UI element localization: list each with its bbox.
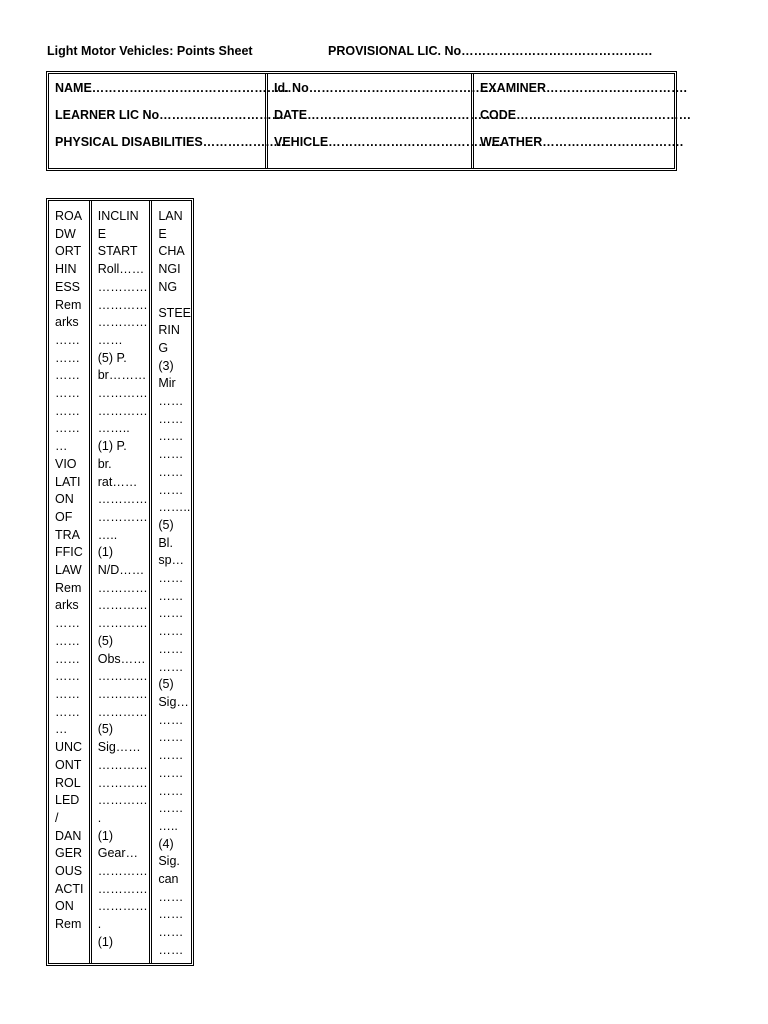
points-line: ………… [97, 669, 148, 684]
points-line: Obs…… [97, 651, 146, 666]
points-line: E [158, 226, 167, 241]
points-line: GER [55, 846, 83, 861]
points-line: …… [55, 368, 80, 383]
points-line: HIN [55, 262, 77, 277]
points-line: ACTI [55, 881, 84, 896]
points-line: …… [158, 394, 184, 409]
points-line: arks [55, 315, 79, 330]
points-line: …… [158, 447, 184, 462]
points-line: Rem [55, 297, 82, 312]
points-line: INCLIN [97, 209, 139, 223]
points-line: …… [158, 588, 184, 603]
points-line: ….. [158, 818, 178, 833]
points-column-incline-start [89, 201, 150, 963]
points-line: ESS [55, 279, 81, 294]
points-line: …… [55, 421, 80, 436]
points-line: NG [158, 279, 178, 294]
info-column-3 [471, 74, 691, 168]
steering-block [158, 305, 191, 960]
points-line: ….. [97, 527, 118, 542]
points-line: ONT [55, 757, 82, 772]
name-field: NAME………………………………………… [55, 81, 292, 95]
points-line: Mir [158, 376, 176, 391]
points-line: …….. [158, 500, 191, 515]
points-line: ORT [55, 244, 82, 259]
points-line: Sig…… [97, 740, 141, 755]
weather-field: WEATHER……………………………. [480, 135, 684, 149]
points-line: …… [55, 686, 80, 701]
points-line: ………… [97, 686, 148, 701]
points-line: ………… [97, 598, 148, 613]
points-line: …… [158, 624, 184, 639]
points-line: …… [158, 765, 184, 780]
points-line: rat…… [97, 474, 138, 489]
points-table [46, 198, 194, 966]
points-line: ………… [97, 616, 148, 631]
points-line: …… [158, 411, 184, 426]
points-line: (4) [158, 836, 174, 851]
points-line: arks [55, 598, 79, 613]
points-line: … [55, 439, 68, 454]
examiner-field: EXAMINER……………………………. [480, 81, 687, 95]
points-line: ………… [97, 315, 148, 330]
points-line: OUS [55, 864, 83, 879]
points-line: …… [158, 907, 184, 922]
points-line: …… [158, 889, 184, 904]
points-line: ON [55, 492, 74, 507]
points-line: ………… [97, 793, 148, 808]
points-line: ………… [97, 881, 148, 896]
points-line: br. [97, 456, 112, 471]
points-line: DW [55, 226, 76, 241]
points-line: (5) P. [97, 350, 127, 365]
points-line: UNC [55, 740, 83, 755]
points-line: …… [55, 332, 80, 347]
points-line: …… [158, 801, 184, 816]
points-line: …… [158, 942, 184, 957]
code-field: CODE…………………………………… [480, 108, 692, 122]
points-line: …… [55, 633, 80, 648]
points-line: …… [158, 641, 184, 656]
points-line: br……… [97, 368, 147, 383]
points-line: NGI [158, 262, 181, 277]
points-line: LAN [158, 209, 183, 223]
points-line: ON [55, 899, 74, 914]
points-line: STEE [158, 305, 191, 320]
points-line: …… [55, 669, 80, 684]
points-line: ………… [97, 492, 148, 507]
vehicle-field: VEHICLE…………………………………… [274, 135, 504, 149]
sheet-title: Light Motor Vehicles: Points Sheet [47, 44, 253, 58]
points-line: …… [158, 925, 184, 940]
points-line: RIN [158, 323, 180, 338]
points-line: …… [158, 464, 184, 479]
points-line: (5) [158, 517, 174, 532]
points-line: ………… [97, 775, 148, 790]
learner-license-field: LEARNER LIC No………………………… [55, 108, 285, 122]
points-line: Gear… [97, 846, 139, 861]
points-line: ………… [97, 864, 148, 879]
points-line: (5) [97, 722, 114, 737]
points-line: . [97, 810, 102, 825]
points-line: …… [55, 386, 80, 401]
points-line: Sig… [158, 694, 189, 709]
points-line: Roll…… [97, 262, 145, 277]
points-line: ………… [97, 297, 148, 312]
points-line: can [158, 872, 179, 887]
lane-changing-block [158, 208, 191, 297]
points-line: OF [55, 509, 73, 524]
points-line: ………… [97, 386, 148, 401]
points-line: CHA [158, 244, 185, 259]
points-line: G [158, 340, 169, 355]
points-line: ………… [97, 403, 148, 418]
points-line: …… [158, 712, 184, 727]
candidate-info-table [46, 71, 692, 171]
points-line: LED [55, 793, 80, 808]
points-line: …… [55, 616, 80, 631]
points-line: (1) [97, 545, 114, 560]
points-line: ………… [97, 757, 148, 772]
points-line: (3) [158, 358, 174, 373]
points-line: Bl. [158, 535, 173, 550]
points-line: ………… [97, 580, 148, 595]
points-line: …… [55, 403, 80, 418]
points-line: N/D…… [97, 563, 145, 578]
points-line: Rem [55, 917, 82, 932]
id-number-field: Id. No……………………………………… [274, 81, 497, 95]
points-line: ………… [97, 704, 148, 719]
points-line: (5) [97, 633, 114, 648]
points-column-roadworthiness [49, 201, 89, 963]
points-line: …… [158, 429, 184, 444]
points-line: …… [158, 748, 184, 763]
points-line: Sig. [158, 854, 180, 869]
points-line: ROL [55, 775, 81, 790]
points-line: LATI [55, 474, 81, 489]
points-line: (1) [97, 934, 114, 949]
points-line: LAW [55, 563, 82, 578]
points-line: E [97, 226, 107, 241]
points-line: START [97, 244, 138, 259]
points-line: FFIC [55, 545, 83, 560]
info-column-1 [49, 74, 292, 168]
points-line: …… [55, 651, 80, 666]
points-column-lane-changing [149, 201, 191, 963]
points-line: …… [158, 482, 184, 497]
points-line: sp… [158, 553, 185, 568]
points-line: ………… [97, 279, 148, 294]
physical-disabilities-field: PHYSICAL DISABILITIES……………….. [55, 135, 285, 149]
provisional-license-field: PROVISIONAL LIC. No………………………………………. [328, 44, 653, 58]
points-line: (5) [158, 677, 174, 692]
points-line: …… [55, 704, 80, 719]
points-line: …… [158, 571, 184, 586]
points-line: VIO [55, 456, 77, 471]
points-line: / [55, 810, 59, 825]
points-line: …… [158, 730, 184, 745]
points-line: . [97, 917, 102, 932]
points-line: TRA [55, 527, 80, 542]
points-line: …… [158, 606, 184, 621]
points-line: Rem [55, 580, 82, 595]
points-line: …… [97, 332, 123, 347]
points-line: …….. [97, 421, 130, 436]
points-line: … [55, 722, 68, 737]
points-line: …… [158, 659, 184, 674]
points-line: …… [55, 350, 80, 365]
points-line: ROA [55, 209, 83, 223]
points-line: ………… [97, 899, 148, 914]
date-field: DATE………………………………………… [274, 108, 508, 122]
points-line: (1) P. [97, 439, 127, 454]
points-line: ………… [97, 509, 148, 524]
points-line: (1) [97, 828, 114, 843]
points-line: …… [158, 783, 184, 798]
info-column-2 [265, 74, 508, 168]
points-line: DAN [55, 828, 82, 843]
